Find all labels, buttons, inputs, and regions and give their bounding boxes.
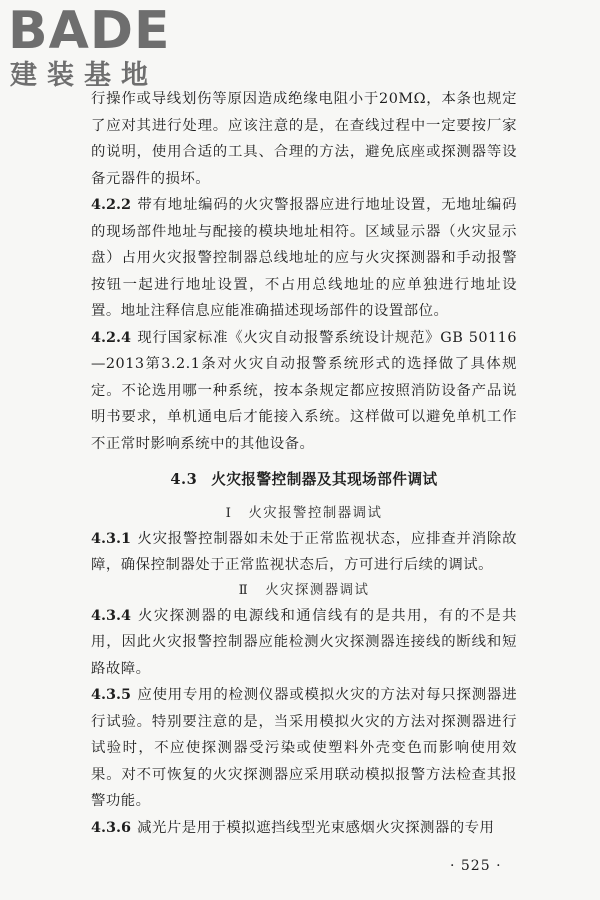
clause-number: 4.2.4: [91, 328, 132, 346]
section-heading: [91, 467, 517, 494]
clause-4-3-1: [91, 526, 517, 579]
clause-text: 现行国家标准《火灾自动报警系统设计规范》GB 50116—2013第3.2.1条对火灾自动报警系统形式的选择做了具体规定。不论选用哪一种系统，按本条规定都应按照消防设备产品说明书要求，单机通电后才能接入系统。这样做可以避免单机工作不正常时影响系统中的其他设备。: [91, 329, 517, 452]
clause-4-3-5: [91, 682, 517, 815]
clause-text: 减光片是用于模拟遮挡线型光束感烟火灾探测器的专用: [137, 819, 495, 836]
clause-text: 应使用专用的检测仪器或模拟火灾的方法对每只探测器进行试验。特别要注意的是，当采用模拟火灾的方法对探测器进行试验时，不应使探测器受污染或使塑料外壳变色而影响使用效果。对不可恢复的火灾探测器应采用联动模拟报警方法检查其报警功能。: [91, 687, 517, 809]
subsection-roman: Ⅱ: [238, 582, 250, 598]
clause-number: 4.2.2: [91, 196, 132, 213]
clause-4-3-6: [91, 815, 517, 842]
section-title: 火灾报警控制器及其现场部件调试: [211, 471, 438, 488]
clause-number: 4.3.4: [91, 606, 132, 624]
clause-number: 4.3.5: [91, 686, 132, 703]
bade-logo: [8, 1, 178, 94]
page-number: · 525 ·: [450, 858, 502, 874]
subsection-title: 火灾探测器调试: [265, 582, 370, 598]
clause-4-2-4: [91, 325, 517, 458]
subsection-heading-1: [91, 502, 517, 526]
logo-wordmark: BADE: [8, 1, 171, 61]
clause-4-2-2: [91, 192, 517, 325]
paragraph-text: 行操作或导线划伤等原因造成绝缘电阻小于20MΩ，本条也规定了应对其进行处理。应该注意的是，在查线过程中一定要按厂家的说明，使用合适的工具、合理的方法，避免底座或探测器等设备元器件的损坏。: [91, 91, 517, 187]
clause-4-3-4: [91, 603, 517, 683]
page-body: [91, 86, 517, 841]
clause-text: 火灾报警控制器如未处于正常监视状态，应排查并消除故障，确保控制器处于正常监视状态后，方可进行后续的调试。: [91, 530, 517, 573]
subsection-roman: Ⅰ: [225, 505, 233, 521]
subsection-title: 火灾报警控制器调试: [248, 505, 383, 521]
clause-text: 火灾探测器的电源线和通信线有的是共用，有的不是共用，因此火灾报警控制器应能检测火灾探测器连接线的断线和短路故障。: [91, 607, 517, 677]
paragraph-continuation: [91, 86, 517, 192]
clause-number: 4.3.1: [91, 529, 132, 547]
logo-subtitle: 建装基地: [10, 60, 158, 91]
section-number: 4.3: [170, 471, 198, 488]
clause-text: 带有地址编码的火灾警报器应进行地址设置，无地址编码的现场部件地址与配接的模块地址相符。区域显示器（火灾显示盘）占用火灾报警控制器总线地址的应与火灾探测器和手动报警按钮一起进行地址设置，不占用总线地址的应单独进行地址设置。地址注释信息应能准确描述现场部件的设置部位。: [91, 197, 517, 319]
subsection-heading-2: [91, 579, 517, 603]
clause-number: 4.3.6: [91, 818, 132, 836]
